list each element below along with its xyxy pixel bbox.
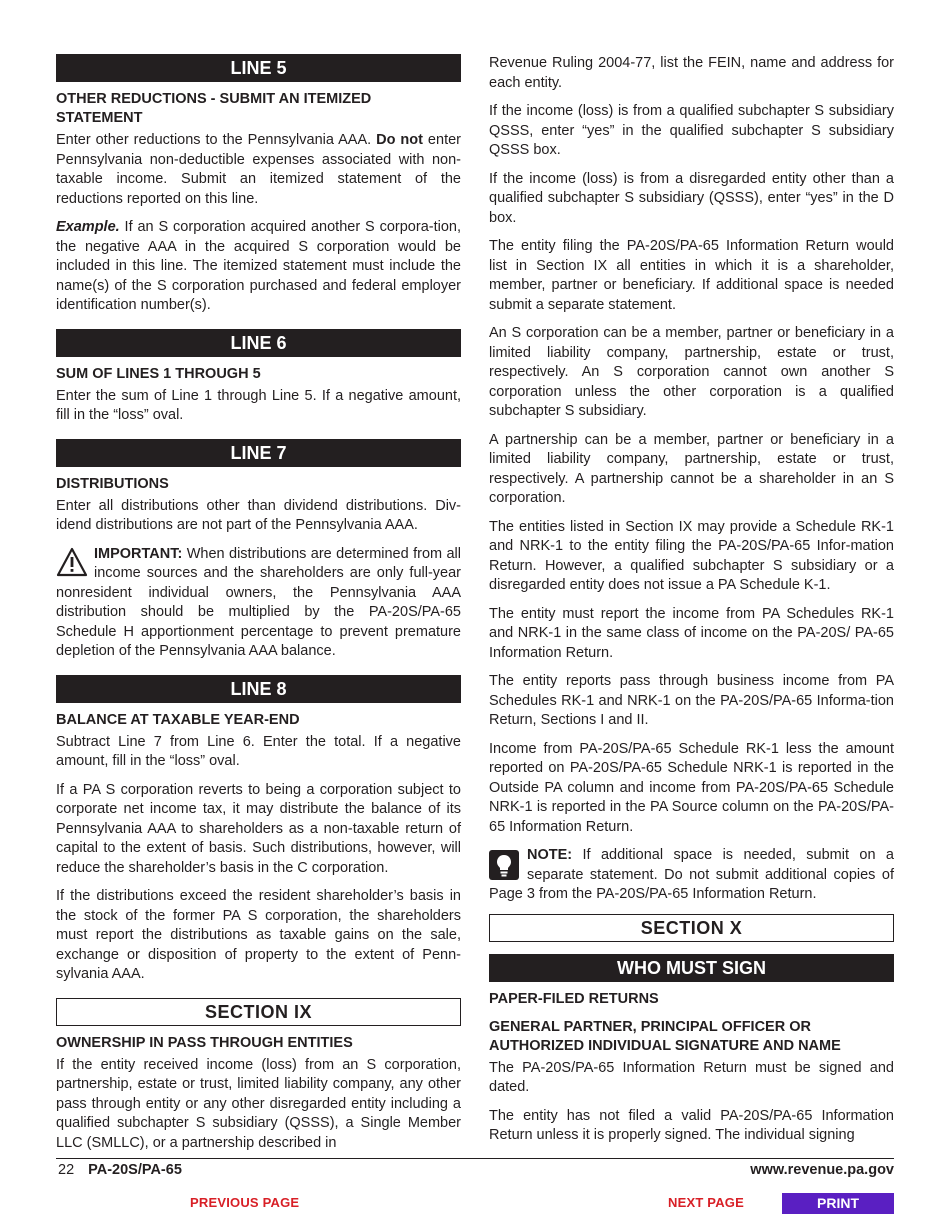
right-paragraph-1: Revenue Ruling 2004-77, list the FEIN, name and address for each entity.: [489, 55, 894, 91]
footer-divider: [56, 1158, 894, 1159]
right-paragraph-10: Income from PA-20S/PA-65 Schedule RK-1 less the amount reported on PA-20S/PA-65 Schedule NRK-1 is reported in the Outside PA column and income from PA-20S/PA-65 Schedule NRK-1 is reported in the PA Source column on the PA-20S/PA-65 Information Return.: [489, 740, 894, 835]
section10-paragraph-2: The entity has not filed a valid PA-20S/PA-65 Information Return unless it is properly signed. The individual signing: [489, 1107, 894, 1143]
line8-paragraph-2: If a PA S corporation reverts to being a corporation subject to corporate net income tax, it may distribute the balance of its Pennsylvania AAA to shareholders as a non-taxable return of capital to the extent of basis. Such distributions, however, will reduce the shareholder’s basis in the C corporation.: [56, 781, 461, 876]
right-paragraph-2: If the income (loss) is from a qualified subchapter S subsidiary QSSS, enter “yes” in the qualified subchapter S subsidiary QSSS box.: [489, 103, 894, 158]
line5-paragraph: Enter other reductions to the Pennsylvania AAA. Do not enter Pennsylvania non-deductible expenses associated with non-taxable income. Submit an itemized statement of the reductions reported on this line.: [56, 132, 461, 207]
lightbulb-icon: [489, 850, 519, 880]
line5-title: OTHER REDUCTIONS - SUBMIT AN ITEMIZED STATEMENT: [56, 91, 372, 126]
form-name: PA-20S/PA-65: [88, 1162, 182, 1178]
note-paragraph: NOTE: If additional space is needed, submit on a separate statement. Do not submit additional copies of Page 3 from the PA-20S/PA-65 Information Return.: [489, 847, 894, 902]
paper-filed-returns-title: PAPER-FILED RETURNS: [489, 990, 659, 1007]
line7-header: LINE 7: [56, 439, 461, 467]
section9-paragraph: If the entity received income (loss) from an S corporation, partnership, estate or trust, limited liability company, any other pass through entity or any other disregarded entity including a qualified subchapter S subsidiary (QSSS), a Single Member LLC (SMLLC), or a partnership described in: [56, 1056, 461, 1151]
next-page-link[interactable]: NEXT PAGE: [668, 1195, 744, 1210]
right-column: [489, 54, 894, 1155]
line8-paragraph-3: If the distributions exceed the resident shareholder’s basis in the stock of the former PA S corporation, the shareholders must report the distributions as taxable gains on the sale, exchange or disposition of property to the extent of Penn-sylvania AAA.: [56, 888, 461, 982]
important-note: IMPORTANT: When distributions are determined from all income sources and the shareholders are only full-year nonresident individual owners, the Pennsylvania AAA distribution should be multiplied by the PA-20S/PA-65 Schedule H apportionment percentage to prevent premature depletion of the Pennsylvania AAA balance.: [56, 545, 461, 659]
signature-title: GENERAL PARTNER, PRINCIPAL OFFICER OR AUTHORIZED INDIVIDUAL SIGNATURE AND NAME: [489, 1018, 841, 1054]
website-link[interactable]: www.revenue.pa.gov: [750, 1162, 894, 1178]
line6-title: SUM OF LINES 1 THROUGH 5: [56, 365, 261, 382]
line8-title: BALANCE AT TAXABLE YEAR-END: [56, 711, 300, 728]
page-number: 22: [58, 1162, 75, 1178]
line6-header: LINE 6: [56, 329, 461, 357]
left-column: [56, 54, 461, 1162]
right-paragraph-9: The entity reports pass through business income from PA Schedules RK-1 and NRK-1 on the PA-20S/PA-65 Informa-tion Return, Sections I and II.: [489, 673, 894, 728]
line5-example: Example. If an S corporation acquired another S corpora-tion, the negative AAA in the acquired S corporation would be included in this line. The itemized statement must include the name(s) of the S corporation purchased and federal employer identification number(s).: [56, 219, 461, 313]
who-must-sign-header: WHO MUST SIGN: [489, 954, 894, 982]
previous-page-link[interactable]: PREVIOUS PAGE: [190, 1195, 300, 1210]
section10-header: SECTION X: [489, 914, 894, 942]
section9-header: SECTION IX: [56, 998, 461, 1026]
line6-paragraph: Enter the sum of Line 1 through Line 5. If a negative amount, fill in the “loss” oval.: [56, 387, 461, 423]
warning-icon: [56, 547, 88, 577]
right-paragraph-7: The entities listed in Section IX may provide a Schedule RK-1 and NRK-1 to the entity filing the PA-20S/PA-65 Infor-mation Return. However, a qualified subchapter S subsidiary or a disregarded entity does not issue a PA Schedule K-1.: [489, 518, 894, 593]
right-paragraph-6: A partnership can be a member, partner or beneficiary in a limited liability company, partnership, estate or trust, respectively. A partnership cannot be a shareholder in an S corporation.: [489, 431, 894, 506]
right-paragraph-4: The entity filing the PA-20S/PA-65 Information Return would list in Section IX all entities in which it is a shareholder, member, partner or beneficiary. If additional space is needed submit a separate statement.: [489, 238, 894, 313]
line8-header: LINE 8: [56, 675, 461, 703]
print-button[interactable]: PRINT: [782, 1193, 894, 1214]
section9-title: OWNERSHIP IN PASS THROUGH ENTITIES: [56, 1034, 353, 1051]
right-paragraph-5: An S corporation can be a member, partner or beneficiary in a limited liability company, partnership, estate or trust, respectively. An S corporation cannot own another S corporation unless the other corporation is a qualified subchapter S subsidiary.: [489, 325, 894, 419]
line8-paragraph-1: Subtract Line 7 from Line 6. Enter the total. If a negative amount, fill in the “loss” oval.: [56, 733, 461, 769]
footer-left: [58, 1162, 182, 1178]
line5-header: LINE 5: [56, 54, 461, 82]
right-paragraph-8: The entity must report the income from PA Schedules RK-1 and NRK-1 in the same class of income on the PA-20S/ PA-65 Information Return.: [489, 605, 894, 661]
section10-paragraph-1: The PA-20S/PA-65 Information Return must be signed and dated.: [489, 1059, 894, 1095]
line7-title: DISTRIBUTIONS: [56, 475, 169, 492]
line7-paragraph: Enter all distributions other than dividend distributions. Div-idend distributions are not part of the Pennsylvania AAA.: [56, 497, 461, 533]
right-paragraph-3: If the income (loss) is from a disregarded entity other than a qualified subchapter S subsidiary (QSSS), enter “yes” in the D box.: [489, 170, 894, 226]
